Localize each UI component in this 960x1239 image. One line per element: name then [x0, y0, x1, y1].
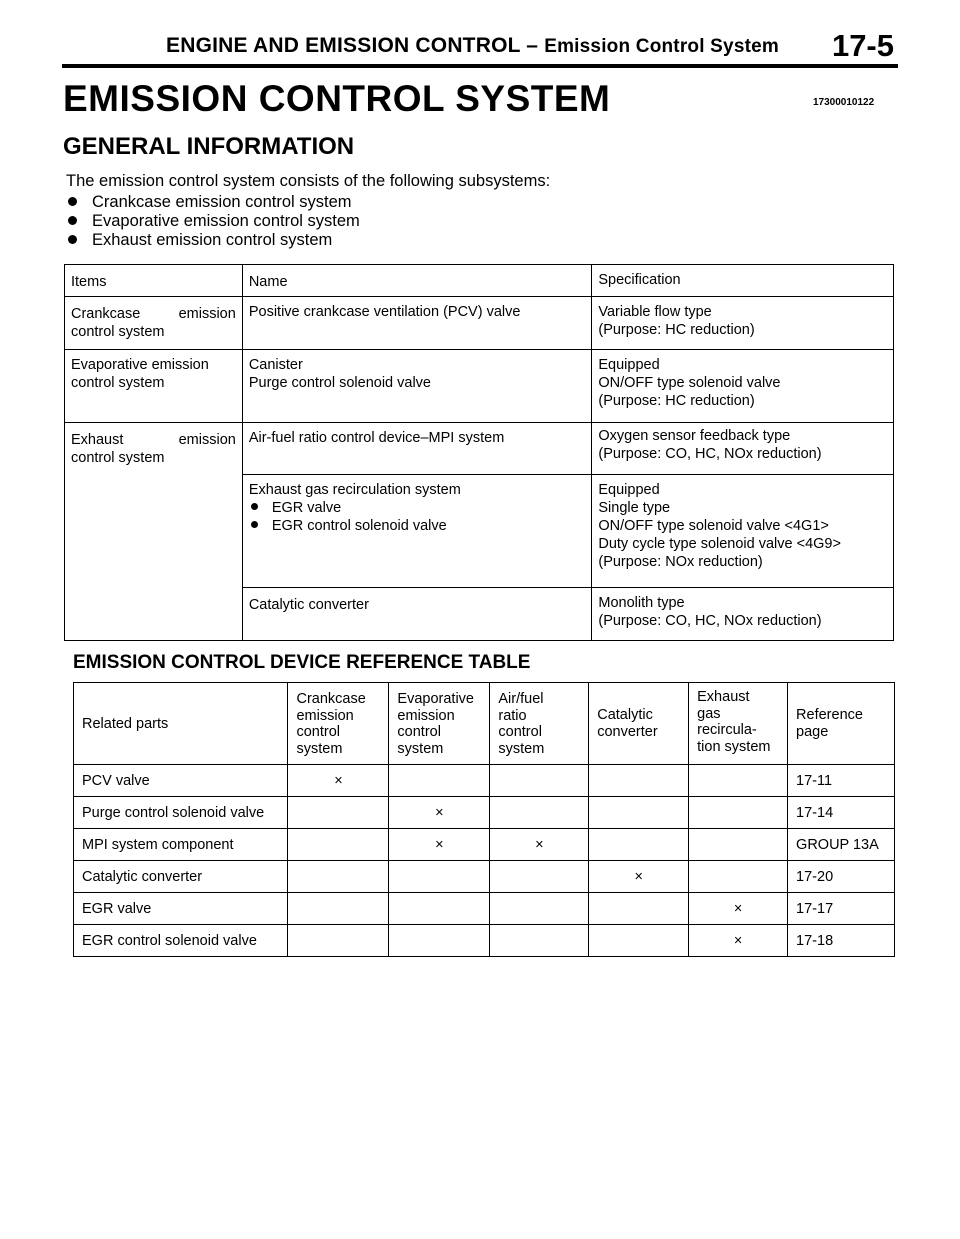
mark-cell [689, 829, 788, 861]
spec-text: (Purpose: CO, HC, NOx reduction) [598, 446, 822, 462]
spec-text: Monolith type [598, 595, 685, 611]
mark-cell [389, 893, 490, 925]
spec-text: Duty cycle type solenoid valve <4G9> [598, 536, 841, 552]
table-row [65, 423, 894, 475]
subsystem-label: Evaporative emission control system [92, 212, 360, 230]
related-part-cell: Purge control solenoid valve [74, 797, 288, 829]
header-text: Exhaust [697, 689, 750, 705]
mark-cell [689, 797, 788, 829]
mark-cell [288, 925, 389, 957]
mark-cell [689, 861, 788, 893]
spec-cell [592, 297, 894, 350]
header-text: control [397, 724, 441, 740]
name-text: Positive crankcase ventilation (PCV) valve [248, 304, 521, 320]
mark-cell [689, 765, 788, 797]
spec-text: (Purpose: HC reduction) [598, 393, 755, 409]
item-text: control system [71, 324, 165, 340]
reference-page-cell: 17-20 [788, 861, 895, 893]
table-row [74, 925, 895, 957]
mark-cell [288, 797, 389, 829]
header-title [166, 34, 779, 58]
spec-text: Variable flow type [598, 304, 712, 320]
name-text: Purge control solenoid valve [248, 375, 431, 391]
item-text: Crankcase emission [71, 306, 236, 322]
header-rule [62, 64, 898, 68]
reference-table-title: EMISSION CONTROL DEVICE REFERENCE TABLE [73, 652, 531, 673]
reference-page-cell: 17-17 [788, 893, 895, 925]
spec-text: (Purpose: CO, HC, NOx reduction) [598, 613, 822, 629]
header-text: emission [397, 707, 455, 724]
header-text: Air/fuel [498, 691, 544, 707]
bullet-icon [68, 197, 77, 206]
table-row [65, 350, 894, 423]
spec-text: Single type [598, 500, 671, 516]
bullet-icon [251, 503, 258, 510]
mark-cell [589, 797, 689, 829]
spec-text: Oxygen sensor feedback type [598, 428, 791, 444]
header-text: Evaporative [397, 691, 474, 707]
header-crankcase [288, 683, 389, 765]
reference-page-cell: 17-18 [788, 925, 895, 957]
header-catalytic [589, 683, 689, 765]
header-text: Reference [796, 707, 863, 723]
header-text: Crankcase [296, 691, 366, 707]
header-title-main: ENGINE AND EMISSION CONTROL – [166, 34, 545, 57]
mark-cell [589, 829, 689, 861]
mark-cell: × [689, 925, 788, 957]
header-text: recircula- [697, 722, 757, 738]
item-text: Evaporative emission [71, 357, 209, 373]
header-text: gas [697, 705, 721, 722]
page-number: 17-5 [831, 28, 894, 63]
table-header-row [65, 265, 894, 297]
spec-text: (Purpose: HC reduction) [598, 322, 755, 338]
header-name: Name [242, 265, 592, 297]
page-title: EMISSION CONTROL SYSTEM [63, 78, 611, 119]
mark-cell [589, 925, 689, 957]
doc-number: 17300010122 [813, 97, 875, 108]
mark-cell [288, 893, 389, 925]
header-title-sub: Emission Control System [544, 36, 779, 57]
subsystem-item [68, 193, 352, 212]
related-part-cell: PCV valve [74, 765, 288, 797]
related-part-cell: EGR control solenoid valve [74, 925, 288, 957]
mark-cell [288, 861, 389, 893]
header-text: page [796, 723, 829, 740]
subsystem-label: Exhaust emission control system [92, 231, 333, 249]
mark-cell: × [389, 829, 490, 861]
name-bullet-text: EGR valve [271, 500, 342, 516]
item-cell [65, 423, 243, 641]
mark-cell: × [689, 893, 788, 925]
name-text: Air-fuel ratio control device–MPI system [248, 430, 505, 446]
mark-cell: × [589, 861, 689, 893]
mark-cell: × [288, 765, 389, 797]
spec-text: (Purpose: NOx reduction) [598, 554, 763, 570]
spec-text: Equipped [598, 357, 660, 373]
header-items: Items [65, 265, 243, 297]
item-cell [65, 350, 243, 423]
table-row [74, 765, 895, 797]
header-text: system [498, 740, 545, 757]
spec-text: ON/OFF type solenoid valve <4G1> [598, 518, 829, 534]
related-part-cell: MPI system component [74, 829, 288, 861]
header-text: control [498, 724, 542, 740]
header-reference-page [788, 683, 895, 765]
mark-cell [589, 765, 689, 797]
spec-cell [592, 350, 894, 423]
header-text: system [296, 740, 343, 757]
section-title: GENERAL INFORMATION [63, 133, 355, 160]
name-bullet [249, 517, 586, 535]
mark-cell [490, 765, 589, 797]
subsystem-label: Crankcase emission control system [92, 193, 352, 211]
spec-cell [592, 588, 894, 641]
emission-system-table [64, 264, 894, 641]
mark-cell [389, 925, 490, 957]
header-text: tion system [697, 738, 771, 755]
spec-text: ON/OFF type solenoid valve [598, 375, 781, 391]
reference-page-cell: GROUP 13A [788, 829, 895, 861]
mark-cell [490, 925, 589, 957]
name-bullet [249, 499, 586, 517]
table-row [74, 861, 895, 893]
table-row [74, 893, 895, 925]
reference-page-cell: 17-11 [788, 765, 895, 797]
header-specification: Specification [592, 265, 894, 297]
reference-page-cell: 17-14 [788, 797, 895, 829]
header-text: control [296, 724, 341, 740]
bullet-icon [68, 216, 77, 225]
header-text: emission [296, 707, 354, 724]
name-text: Exhaust gas recirculation system [248, 482, 461, 498]
name-cell [242, 350, 592, 423]
mark-cell [288, 829, 389, 861]
header-related-parts [74, 683, 288, 765]
mark-cell [589, 893, 689, 925]
item-cell [65, 297, 243, 350]
header-text: Related parts [82, 715, 169, 732]
related-part-cell: EGR valve [74, 893, 288, 925]
name-bullet-text: EGR control solenoid valve [271, 518, 447, 534]
name-text: Catalytic converter [248, 597, 369, 613]
name-text: Canister [248, 357, 303, 373]
table-row [74, 829, 895, 861]
spec-cell [592, 423, 894, 475]
header-egr [689, 683, 788, 765]
header-text: Catalytic [597, 707, 653, 723]
header-air-fuel [490, 683, 589, 765]
mark-cell: × [389, 797, 490, 829]
header-text: converter [597, 723, 658, 740]
name-cell [242, 475, 592, 588]
mark-cell: × [490, 829, 589, 861]
header-text: system [397, 740, 444, 757]
name-cell [242, 588, 592, 641]
name-cell [242, 297, 592, 350]
mark-cell [490, 861, 589, 893]
bullet-icon [68, 235, 77, 244]
table-row [65, 297, 894, 350]
item-text: control system [71, 450, 165, 466]
subsystem-item [68, 212, 360, 231]
table-row [74, 797, 895, 829]
bullet-icon [251, 521, 258, 528]
intro-text: The emission control system consists of the following subsystems: [66, 172, 551, 190]
mark-cell [389, 765, 490, 797]
name-cell [242, 423, 592, 475]
item-text: Exhaust emission [71, 432, 236, 448]
mark-cell [490, 797, 589, 829]
spec-text: Equipped [598, 482, 660, 498]
related-part-cell: Catalytic converter [74, 861, 288, 893]
spec-cell [592, 475, 894, 588]
reference-table [73, 682, 895, 957]
table-header-row [74, 683, 895, 765]
header-evaporative [389, 683, 490, 765]
subsystem-item [68, 231, 332, 250]
mark-cell [389, 861, 490, 893]
item-text: control system [71, 375, 165, 391]
header-text: ratio [498, 707, 527, 724]
page-header [40, 28, 898, 72]
mark-cell [490, 893, 589, 925]
